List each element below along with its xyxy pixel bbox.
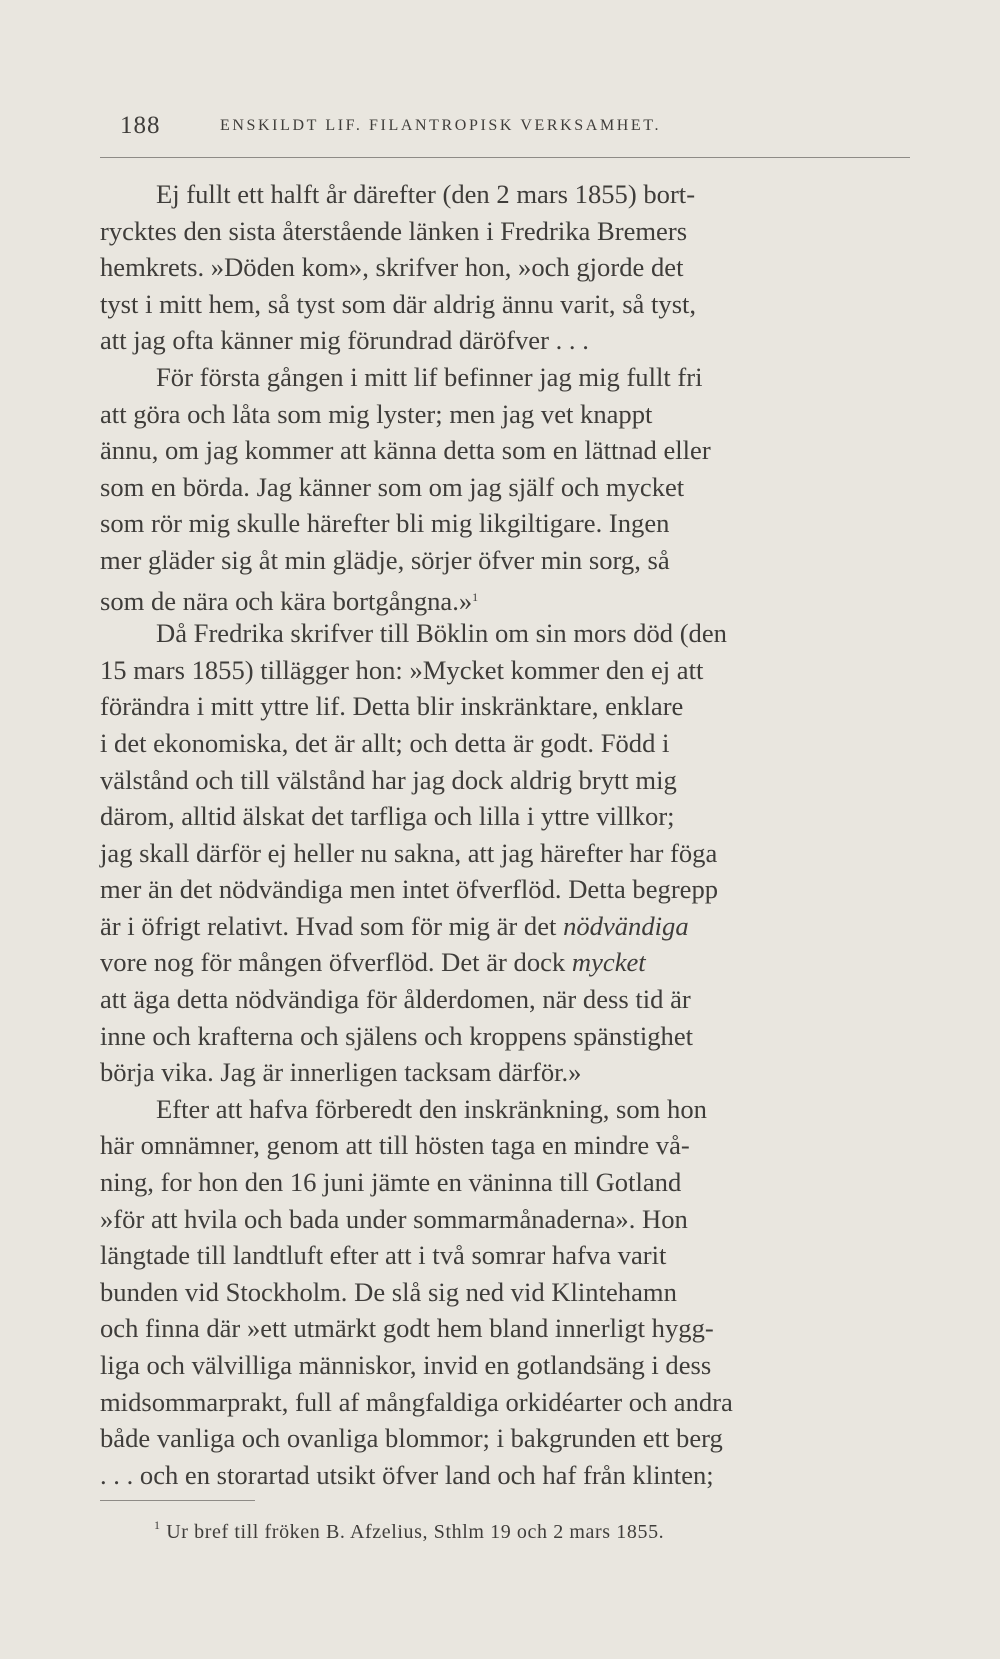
footnote: [154, 1510, 664, 1547]
text-line: här omnämner, genom att till hösten taga en mindre vå-: [100, 1130, 690, 1161]
text-line: förändra i mitt yttre lif. Detta blir inskränktare, enklare: [100, 691, 684, 722]
body-text: [100, 176, 915, 1493]
text-line: som en börda. Jag känner som om jag själf och mycket: [100, 471, 685, 502]
text-line: att jag ofta känner mig förundrad däröfver . . .: [100, 325, 589, 356]
text-line: att göra och låta som mig lyster; men jag vet knappt: [100, 398, 653, 429]
text-line: börja vika. Jag är innerligen tacksam därför.»: [100, 1057, 582, 1088]
text-line: 15 mars 1855) tillägger hon: »Mycket kommer den ej att: [100, 654, 704, 685]
text-line: mer gläder sig åt min glädje, sörjer öfver min sorg, så: [100, 544, 670, 575]
text-line: och finna där »ett utmärkt godt hem bland innerligt hygg-: [100, 1313, 714, 1344]
text-line: Ej fullt ett halft år därefter (den 2 mars 1855) bort-: [156, 179, 696, 209]
text-line: längtade till landtluft efter att i två somrar hafva varit: [100, 1240, 667, 1271]
running-head: ENSKILDT LIF. FILANTROPISK VERKSAMHET.: [220, 117, 662, 134]
text-line: som rör mig skulle härefter bli mig likgiltigare. Ingen: [100, 508, 670, 539]
text-line: därom, alltid älskat det tarfliga och lilla i yttre villkor;: [100, 801, 675, 832]
text-line: hemkrets. »Döden kom», skrifver hon, »och gjorde det: [100, 252, 684, 283]
text-line: . . . och en storartad utsikt öfver land och haf från klinten;: [100, 1459, 714, 1490]
text-line: midsommarprakt, full af mångfaldiga orkidéarter och andra: [100, 1386, 733, 1417]
footnote-text: Ur bref till fröken B. Afzelius, Sthlm 19 och 2 mars 1855.: [166, 1521, 665, 1543]
footnote-reference: 1: [472, 589, 479, 604]
italic-word: nödvändiga: [563, 910, 689, 941]
text-line-content: som de nära och kära bortgångna.»: [100, 585, 473, 616]
text-line: jag skall därför ej heller nu sakna, att jag härefter har föga: [100, 837, 718, 868]
text-line: i det ekonomiska, det är allt; och detta är godt. Född i: [100, 727, 670, 758]
text-line: både vanliga och ovanliga blommor; i bakgrunden ett berg: [100, 1423, 723, 1454]
header-rule: [100, 157, 910, 158]
text-line: tyst i mitt hem, så tyst som där aldrig ännu varit, så tyst,: [100, 288, 697, 319]
text-line: liga och välvilliga människor, invid en gotlandsäng i dess: [100, 1350, 712, 1380]
page-header: [120, 112, 900, 142]
text-line-content: är i öfrigt relativt. Hvad som för mig är det: [100, 910, 557, 941]
text-line: rycktes den sista återstående länken i Fredrika Bremers: [100, 215, 688, 246]
text-line: att äga detta nödvändiga för ålderdomen, när dess tid är: [100, 984, 691, 1015]
text-line: inne och krafterna och själens och kroppens spänstighet: [100, 1020, 694, 1051]
text-line: ning, for hon den 16 juni jämte en väninna till Gotland: [100, 1167, 682, 1198]
text-line-with-italic: [100, 908, 915, 945]
footnote-marker: 1: [154, 1518, 161, 1532]
text-line: mer än det nödvändiga men intet öfverflöd. Detta begrepp: [100, 874, 719, 905]
text-line: ännu, om jag kommer att känna detta som en lättnad eller: [100, 435, 711, 466]
text-line-with-footnote: [100, 579, 915, 616]
text-line-with-italic: [100, 944, 915, 981]
italic-word: mycket: [571, 947, 646, 978]
text-line: Efter att hafva förberedt den inskränkning, som hon: [156, 1093, 707, 1124]
text-line-content: vore nog för mången öfverflöd. Det är dock: [100, 947, 566, 978]
text-line: För första gången i mitt lif befinner jag mig fullt fri: [156, 361, 703, 392]
text-line: »för att hvila och bada under sommarmånaderna». Hon: [100, 1203, 688, 1234]
footnote-rule: [100, 1500, 255, 1501]
text-line: bunden vid Stockholm. De slå sig ned vid Klintehamn: [100, 1276, 677, 1307]
text-line: Då Fredrika skrifver till Böklin om sin mors död (den: [156, 618, 727, 649]
text-line: välstånd och till välstånd har jag dock aldrig brytt mig: [100, 764, 677, 795]
page-number: 188: [120, 112, 161, 139]
